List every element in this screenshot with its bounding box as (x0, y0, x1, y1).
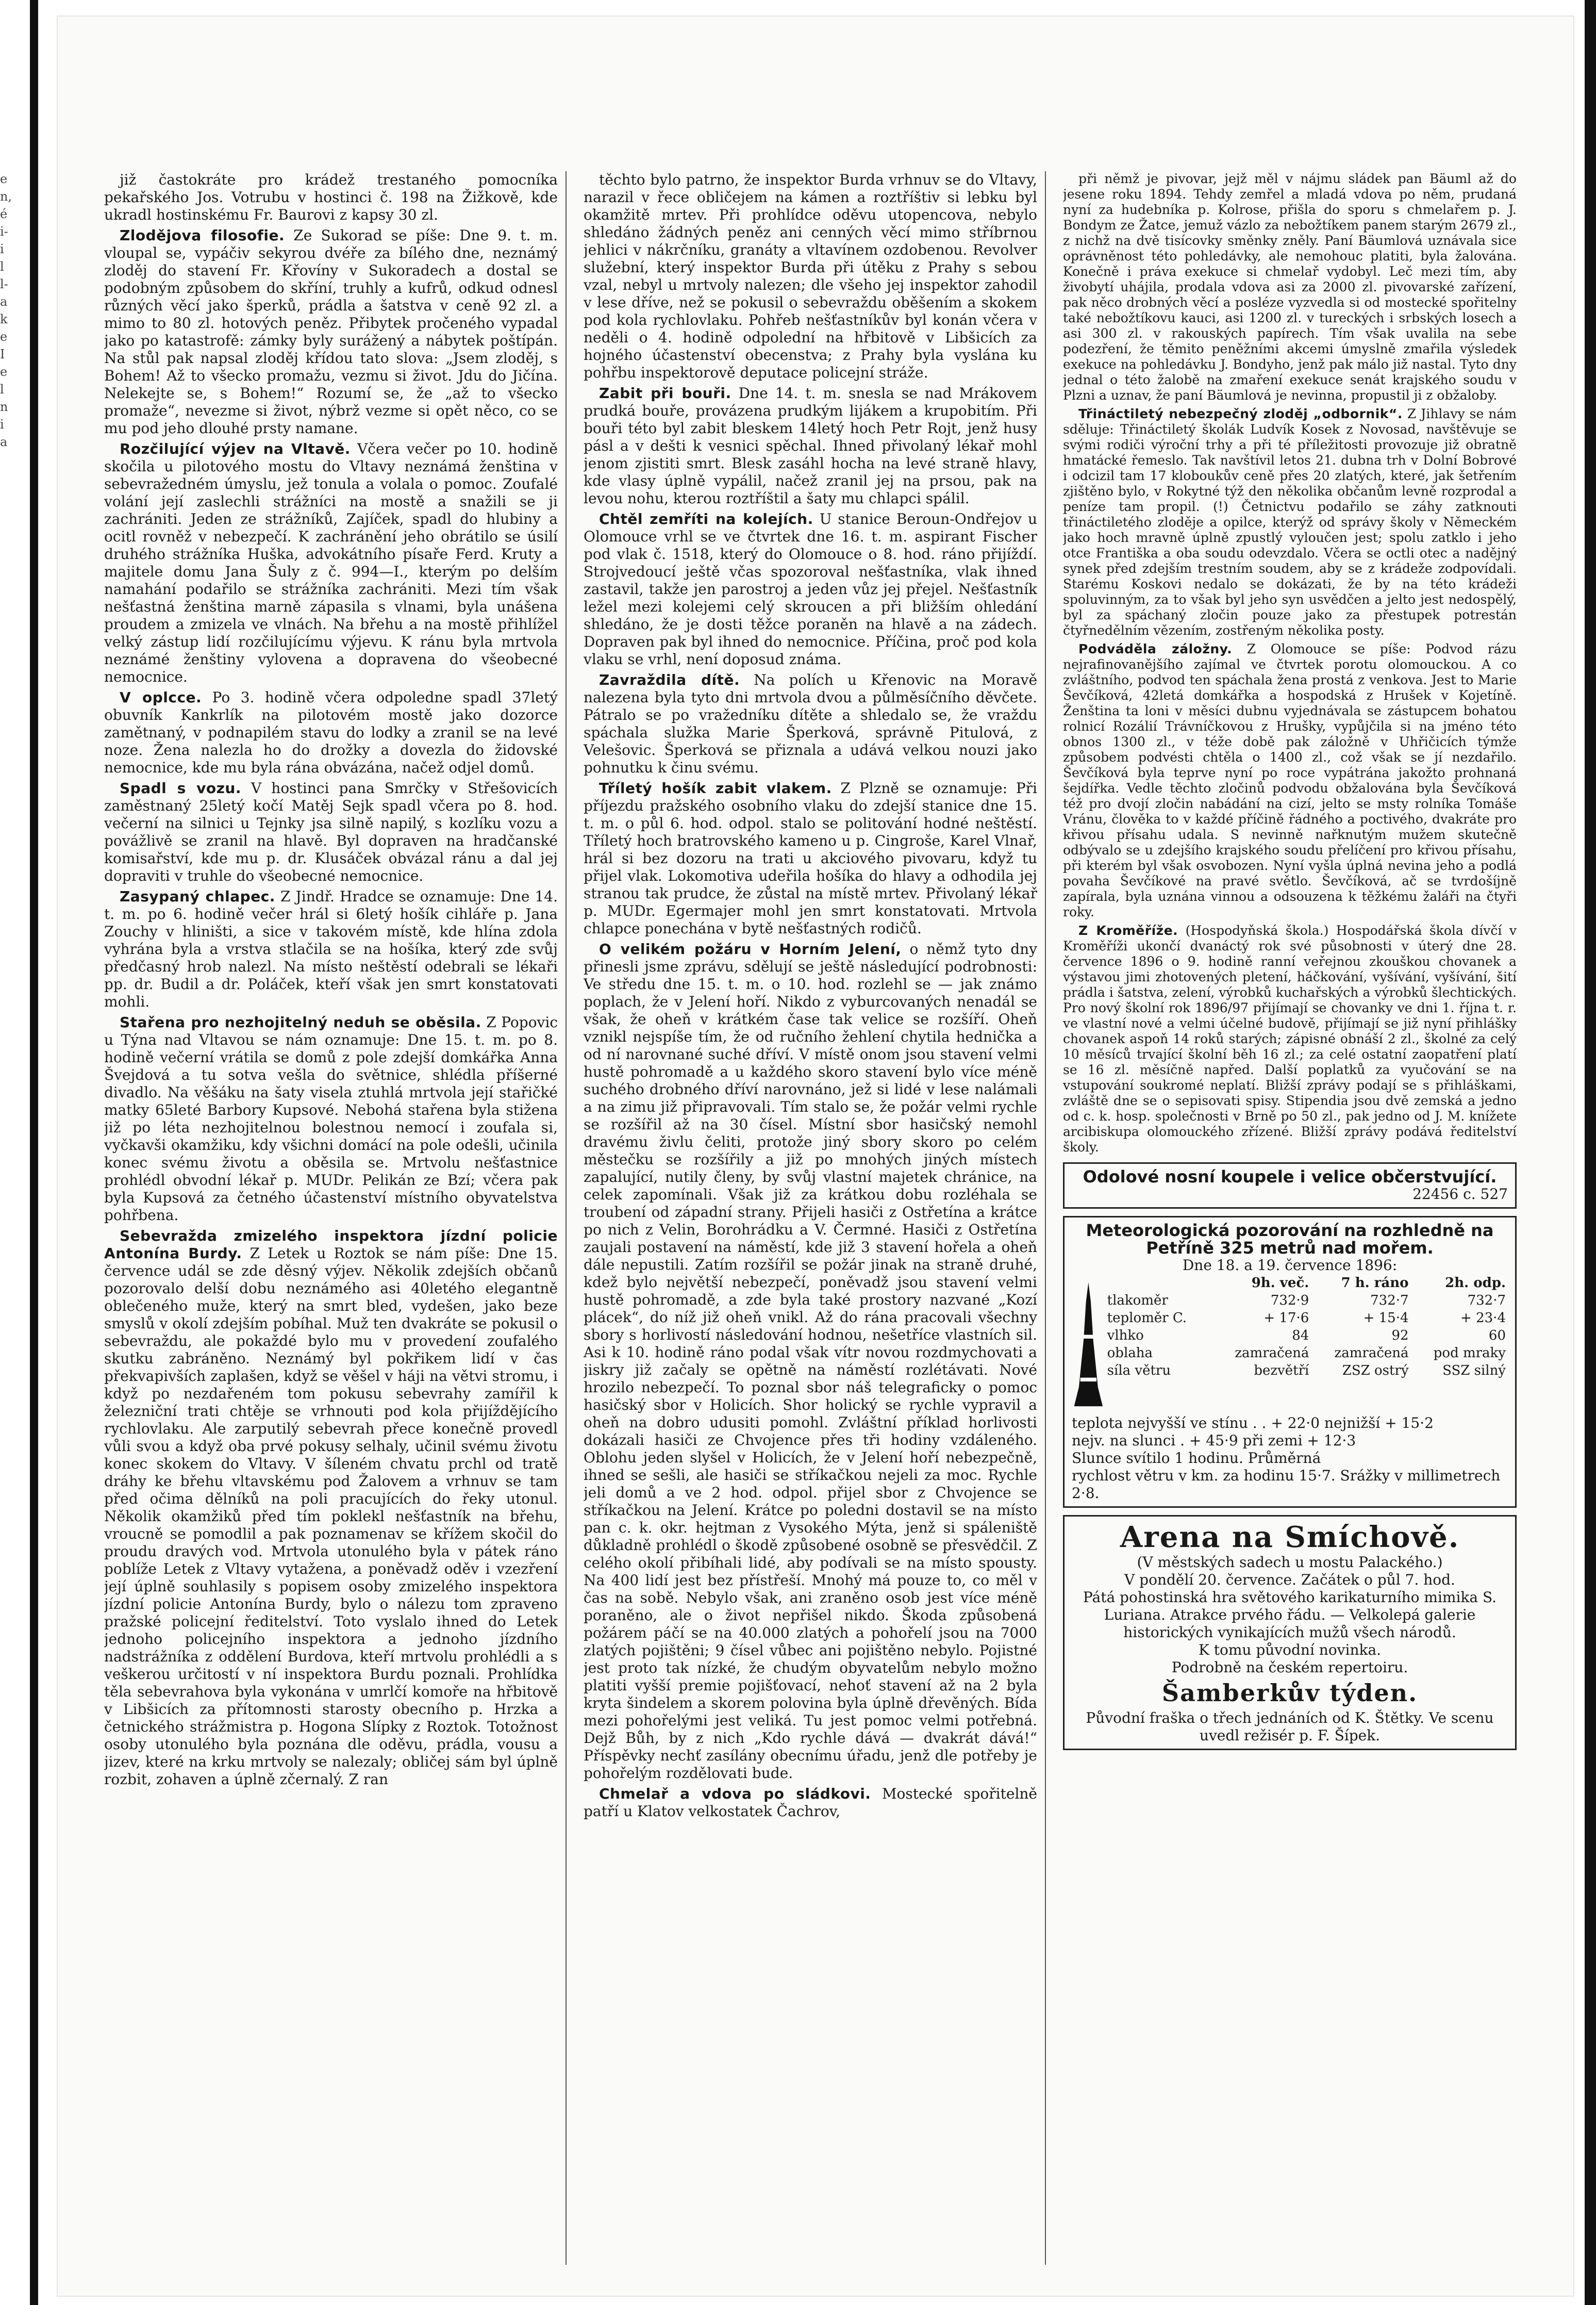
article-body: Z Jihlavy se nám sděluje: Třináctiletý školák Ludvík Kosek z Novosad, navštěvuje se svými rodiči výroční trhy a při té příležitosti provozuje již obratně hmatácké řemeslo. Tak navštívil letos 21. dubna trh v Dolní Bobrové i odcizil tam 17 kloboukův ceně přes 20 zlatých, které, jak šetřením zjištěno bylo, v Rokytné týž den několika občanům levně rozprodal a peníze tam propil. (!) Četnictvu podařilo se záhy zatknouti třináctiletého zloděje a opilce, kterýž od správy školy v Německém jako hoch mravně úplně zpustlý vyloučen jest; spolu zatklo i jeho otce Františka a oba soudu odevzdalo. Včera se octli otec a nadějný synek před zdejším trestním soudem, aby se z krádeže zodpovídali. Starému Koskovi nedalo se dokázati, že by na této krádeži spoluvinným, za to však byl jeho syn usvědčen a jelto jest nedospělý, byl za spáchaný zločin pouze jako za přestupek potrestán čtyřnedělním vězením, zostřeným několika posty. (1063, 406, 1517, 638)
meteorology-cell: 732·7 (1370, 1293, 1409, 1308)
article-body: Z Plzně se oznamuje: Při příjezdu pražského osobního vlaku do zdejší stanice dne 15. t. m. o půl 6. hod. odpol. stalo se politování hodné neštěstí. Tříletý hoch bratrovského kameno u p. Cingroše, Karel Vlnař, hrál si bez dozoru na trati u akciového pivovaru, když tu přijel vlak. Lokomotiva udeřila hošíka do hlavy a odhodila jej stranou tak prudce, že zůstal na místě mrtev. Přivolaný lékař p. MUDr. Egermajer mohl jen smrt konstatovati. Mrtvola chlapce ponechána v bytě nešťastných rodičů. (584, 780, 1037, 937)
article (584, 511, 1037, 668)
article-heading: O velikém požáru v Horním Jelení, (599, 941, 902, 958)
meteorology-cell: SSZ silný (1442, 1363, 1506, 1378)
meteorology-extra-line: teplota nejvyšší ve stínu . . + 22·0 nejnižší + 15·2 (1072, 1414, 1434, 1431)
advert-arena (1063, 1515, 1517, 1750)
article-heading: Spadl s vozu. (120, 780, 242, 797)
meteorology-cell: 84 (1292, 1328, 1309, 1343)
strip-letter: a (0, 294, 8, 309)
arena-line: Pátá pohostinská hra světového karikaturního mimika S. Luriana. Atrakce prvého řádu. — Velkolepá galerie historických vynikajících mužů všech národů. (1083, 1589, 1497, 1641)
meteorology-cell: + 17·6 (1264, 1310, 1309, 1326)
advert-title: Odolové nosní koupele i velice občerstvující. (1083, 1167, 1497, 1187)
article (104, 780, 558, 885)
article (1063, 923, 1517, 1155)
petrin-tower-icon (1072, 1277, 1105, 1411)
article-body: Z Olomouce se píše: Podvod rázu nejrafinovanějšího zajímal ve čtvrtek porotu olomouckou. A co zvláštního, podvod ten spáchala žena prostá z venkova. Jest to Marie Ševčíková, 42letá domkářka a hospodská z Hrušek v Kojetíně. Ženština ta loni v měsíci dubnu vyjednávala se zástupcem bohatou rolnicí Rozálií Trávníčkovou z Hrušky, vypůjčila si na jméno této obnos 1300 zl., v téže době pak záložně v Uhřičicích týmže způsobem podvésti chtěla o 1400 zl., což však se jí nezdařilo. Ševčíková byla teprve nyní po roce vypátrána jakožto prohnaná šejdířka. Vedle těchto zločinů podvodu obžalována byla Ševčíková též pro dvojí zločin nabádání na cizí, jelto se msty rolníka Tomáše Vránu, člověka to v každé příčině řádného a poctivého, dvakráte pro křivou přísahu udala. S nevinně nařknutým mužem skutečně odbývalo se u zdejšího krajského soudu přelíčení pro křivou přísahu, při kterém byl však osvobozen. Nyní vyšla úplná nevina jeho a podlá povaha Ševčíkové na pravé světlo. Ševčíková, ač se tvrdošíjně zapírala, byla uznána vinnou a odsouzena k těžkému žaláři na čtyři roky. (1063, 641, 1517, 919)
meteorology-cell: 92 (1391, 1328, 1409, 1343)
meteorology-cell: bezvětří (1254, 1363, 1309, 1378)
article (1063, 406, 1517, 638)
scan-edge-left (30, 0, 38, 2305)
meteorology-cell: + 15·4 (1363, 1310, 1409, 1326)
column-rule (1045, 171, 1046, 2265)
article (104, 689, 558, 777)
article-heading: Chmelař a vdova po sládkovi. (599, 1785, 871, 1802)
column-1 (104, 171, 558, 2265)
article-continuation: těchto bylo patrno, že inspektor Burda vrhnuv se do Vltavy, narazil v řece obličejem na kámen a roztříštiv si lebku byl okamžitě mrtev. Při prohlídce oděvu utopencova, nebylo shledáno žádných peněz ani cenných věcí mimo stříbrnou jehlici v nákrčníku, granáty a vltavínem ozdobenou. Revolver služební, který inspektor Burda při útěku z Prahy s sebou vzal, nebyl u mrtvoly nalezen; dle všeho jej inspektor zahodil v lese dříve, než se pokusil o sebevraždu oběšením a skokem pod kola rychlovlaku. Pohřeb nešťastníkův byl konán včera v neděli o 4. hodině odpolední na hřbitově v Libšicích za hojného účastenství obecenstva; z Prahy byla vyslána ku pohřbu inspektorově deputace policejní stráže. (584, 171, 1037, 381)
arena-lines (1072, 1571, 1508, 1676)
samberk-line: Původní fraška o třech jednáních od K. Štětky. Ve scenu uvedl režisér p. F. Šípek. (1086, 1709, 1494, 1744)
meteorology-extra-line: Slunce svítilo 1 hodinu. Průměrná (1072, 1450, 1321, 1467)
strip-letter: i (0, 242, 4, 256)
article-heading: Stařena pro nezhojitelný neduh se oběsila. (120, 1014, 481, 1031)
arena-line: K tomu původní novinka. (1198, 1641, 1382, 1658)
article-body: Na polích u Křenovic na Moravě nalezena byla tyto dni mrtvola dvou a půlměsíčního děvčete. Pátralo se po vražedníku dítěte a shledalo se, že vraždu spáchala služka Marie Šperková, správně Pitulová, z Velešovic. Šperková se přiznala a udává velkou nouzi jako pohnutku k činu svému. (584, 671, 1037, 776)
article-heading: Zlodějova filosofie. (120, 227, 285, 244)
strip-letter: n (0, 400, 8, 414)
strip-letter: k (0, 312, 8, 326)
article (584, 941, 1037, 1782)
article-subheading: (Hospodyňská škola.) (1185, 923, 1329, 938)
article (584, 1785, 1037, 1820)
article-body: Hospodářská škola dívčí v Kroměříži ukončí dvanáctý rok své působnosti v úterý dne 28. července 1896 o 9. hodině ranní veřejnou zkouškou chovanek a výstavou jimi zhotovených pletení, háčkování, vyšívání, vyšívání, šití prádla i šatstva, zelení, výrobků kuchařských a výrobků šlechtických. Pro nový školní rok 1896/97 přijímají se chovanky ve dni 1. října t. r. ve vlastní nové a velmi účelné budově, přijímají se již nyní přihlášky chovanek aspoň 14 roků starých; zápisné obnáší 2 zl., školné za celý 10 měsíců trvající školní běh 16 zl.; za celé ostatní zaopatření platí se 16 zl. měsíčně napřed. Další poplatků za vyučování se na vstupování soukromé neplatí. Bližší zprávy podají se s přihláškami, zvláště dne se o sepisovati spisy. Stipendia jsou dvě zemská a jedno od c. k. hosp. společnosti v Brně po 50 zl., pak jedno od J. M. knížete arcibiskupa olomouckého zřízené. Bližší zprávy podává ředitelství školy. (1063, 923, 1517, 1155)
article-heading: Podváděla záložny. (1078, 641, 1233, 656)
meteorology-cell: + 23·4 (1460, 1310, 1506, 1326)
article-heading: Třináctiletý nebezpečný zloděj „odbornik“. (1078, 406, 1403, 421)
article-body: Mostecké spořitelně patří u Klatov velkostatek Čachrov, (584, 1785, 1037, 1820)
article-heading: Z Kroměříže. (1078, 923, 1178, 938)
advert-odol (1063, 1162, 1517, 1209)
article (584, 671, 1037, 777)
meteorology-header-cell: 2h. odp. (1445, 1275, 1506, 1291)
article-continuation: již častokráte pro krádež trestaného pomocníka pekařského Jos. Votrubu v hostinci č. 198 na Žižkově, kde ukradl hostinskému Fr. Baurovi z kapsy 30 zl. (104, 171, 558, 223)
strip-letter: i- (0, 224, 8, 239)
article-heading: Zasypaný chlapec. (120, 888, 275, 905)
meteorology-cell: tlakoměr (1107, 1293, 1168, 1308)
arena-line: V pondělí 20. července. Začátek o půl 7. hod. (1124, 1571, 1455, 1588)
strip-letter: l (0, 259, 4, 274)
article (104, 1227, 558, 1788)
meteorology-header-cell: 9h. več. (1251, 1275, 1309, 1291)
article-heading: Zavraždila dítě. (599, 671, 740, 688)
article-heading: Sebevražda zmizelého inspektora jízdní policie Antonína Burdy. (104, 1227, 558, 1262)
article-body: Včera večer po 10. hodině skočila u pilotového mostu do Vltavy neznámá ženština v sebevražedném úmyslu, jež tonula a volala o pomoc. Zoufalé volání její zaslechli strážníci na mostě a snažili se ji zachrániti. Jeden ze strážníků, Zajíček, spadl do hlubiny a ocitl rovněž v nebezpečí. K zachránění jeho obrátilo se úsilí druhého strážníka Huška, advokátního písaře Ferd. Kruty a majitele domu Jana Šuly z č. 994—I., kterým po delším namahání podařilo se strážníka zachrániti. Mezi tím však nešťastná ženština marně zápasila s vlnami, byla unášena proudem a zmizela ve vlnách. Na břehu a na mostě přihlížel velký zástup lidí rozčilujícímu výjevu. K ránu byla mrtvola neznámé ženštiny vylovena a dopravena do všeobecné nemocnice. (104, 440, 558, 685)
article (104, 227, 558, 437)
arena-subtitle: (V městských sadech u mostu Palackého.) (1137, 1554, 1443, 1571)
article-heading: Rozčilující výjev na Vltavě. (120, 440, 351, 457)
meteorology-cell: vlhko (1107, 1328, 1144, 1343)
meteorology-row (1105, 1362, 1508, 1379)
adjacent-page-strip (0, 170, 27, 451)
article (104, 888, 558, 1011)
strip-letter: l- (0, 277, 8, 291)
article-body: Z Popovic u Týna nad Vltavou se nám oznamuje: Dne 15. t. m. po 8. hodině večerní vrátila se domů z pole zdejší domkářka Anna Švejdová a tu sotva vešla do světnice, shlédla příšerné divadlo. Na věšáku na šaty visela ztuhlá mrtvola její stařičké matky 65leté Barbory Kupsové. Nebohá stařena byla stižena již po léta nezhojitelnou bolestnou nemocí i zoufala si, vyčkavši okamžiku, kdy všichni domácí na pole odešli, učinila konec svému životu a oběsila se. Mrtvolu nešťastnice prohlédl obvodní lékař p. MUDr. Pelikán ze Bzí; včera pak byla Kupsová za četného účastenství místního obyvatelstva pohřbena. (104, 1014, 558, 1224)
meteorology-cell: 732·7 (1467, 1293, 1506, 1308)
meteorology-table (1105, 1274, 1508, 1379)
meteorology-cell: zamračená (1334, 1345, 1409, 1361)
article-body: Po 3. hodině včera odpoledne spadl 37letý obuvník Kankrlík na pilotovém mostě jako dozorce zamětnaný, v podnapilém stavu do lodky a zranil se na levé noze. Žena nalezla ho do drožky a dovezla do židovské nemocnice, kde mu byla rána obvázána, načež odjel domů. (104, 689, 558, 776)
column-3 (1063, 171, 1517, 2265)
meteorology-extra (1072, 1414, 1508, 1502)
article-heading: V oplcce. (120, 689, 202, 706)
article (584, 780, 1037, 937)
article-heading: Tříletý hošík zabit vlakem. (599, 780, 832, 797)
meteorology-cell: teploměr C. (1107, 1310, 1187, 1326)
arena-title: Arena na Smíchově. (1120, 1520, 1460, 1554)
article-body: Dne 14. t. m. snesla se nad Mrákovem prudká bouře, provázena prudkým lijákem a krupobitím. Při bouři této byl zabit bleskem 14letý hoch Petr Rojt, jenž husy pásl a v dešti k vesnici spěchal. Ihned přivolaný lékař mohl jenom zjistiti smrt. Blesk zasáhl hocha na levé straně hlavy, kde vlasy úplně vypálil, načež zranil jej na prsou, pak na levou nohu, kterou roztříštil a šaty mu chlapci spálil. (584, 385, 1037, 507)
meteorology-row (1105, 1292, 1508, 1309)
scan-edge-right (1585, 0, 1596, 2305)
strip-letter: e (0, 330, 8, 344)
article-continuation: při němž je pivovar, jejž měl v nájmu sládek pan Bäuml až do jesene roku 1894. Tehdy zemřel a mladá vdova po něm, prudaná nyní za hudebníka p. Kolrose, přišla do sporu s chmelařem p. J. Bondym ze Žatce, jemuž vázlo za nebožtíkem panem starým 2679 zl., z nichž na dvě tisícovky směnky zněly. Paní Bäumlová uznávala sice oprávněnost této pohledávky, ale nemohouc platiti, byla žalována. Konečně i práva exekuce si chmelař vydobyl. Leč mezi tím, aby živobytí uhájila, prodala vdova asi za 2000 zl. pivovarské zařízení, pak něco drobných věcí a posléze vyzvedla si od mostecké spořitelny také nebožtíkovu kauci, asi 1200 zl. v tureckých i srbských losech a asi 300 zl. v rakouských papírech. Tím však uvalila na sebe podezření, že těmito peněžními akcemi úmyslně zmařila výsledek exekuce na pohledávku J. Bondyho, jenž pak málo již nastal. Tyto dny jednal o této žalobě na zmaření exekuce senát krajského soudu v Plzni a uznav, že paní Bäumlová je nevinna, propustil ji z obžaloby. (1063, 171, 1517, 403)
article-body: Z Jindř. Hradce se oznamuje: Dne 14. t. m. po 6. hodině večer hrál si 6letý hošík cihláře p. Jana Zouchy v hliništi, a sice v takovém místě, kde hlína zdola vyhrána byla a vrstva stlačila se na hošíka, který zde svůj předčasný hrob nalezl. Na místo neštěstí odebrali se lékaři pp. dr. Budil a dr. Poláček, kteří však jen smrt konstatovati mohli. (104, 888, 558, 1010)
meteorology-extra-line: rychlost větru v km. za hodinu 15·7. Srážky v millimetrech 2·8. (1072, 1467, 1501, 1502)
strip-letter: a (0, 435, 8, 449)
article-body: o němž tyto dny přinesli jsme zprávu, sdělují se ještě následující podrobnosti: Ve středu dne 15. t. m. o 10. hod. rozlehl se — jak známo poplach, že v Jelení hoří. Nikdo z vyburcovaných nenadál se však, že oheň v krátkém čase tak velice se rozšíří. Oheň vznikl nejspíše tím, že od ručního žehlení chytila hednička a od ní narovnané suché dříví. V místě onom jsou stavení velmi hustě pohromadě a u každého skoro stavení bylo více méně suchého drobného dříví narovnáno, jež si lidé v lese nalámali a na zimu již připravovali. Tím stalo se, že požár velmi rychle se rozšířil až na 30 čísel. Místní sbor hasičský nemohl dravému živlu čeliti, protože jiný sbory skoro po celém městečku se rozšířily a již po mnohých jiných místech zapalující, nutily členy, by svůj vlastní majetek chránice, na celek zapomínali. Však již za krátkou dobu rozléhala se troubení od západní strany. Přijeli hasiči z Ostřetína a krátce po nich z Velin, Borohrádku a V. Čermné. Hasiči z Ostřetína zaujali postavení na náměstí, kde již 3 stavení hořela a oheň dále nepustili. Zatím rozšířil se požár jinak na straně druhé, kdež bylo největší nebezpečí, poněvadž jsou stavení velmi hustě pohromadě, a zde byla také prostory nazvané „Kozí plácek“, do níž již oheň vnikl. Až do rána pracovali všechny sbory s horlivostí následování hodnou, nešetříce vlastních sil. Asi k 10. hodině ráno podal však vítr novou rozdmychovati a jiskry již začaly se opětně na náměstí rozlétávati. Nové hrozilo nebezpečí. To poznal sbor náš telegraficky o pomoc hasičský sbor v Holicích. Shor holický se rychle vypravil a oheň na dobro udusiti pomohl. Zvláštní příklad horlivosti dokázali hasiči ze Chvojence přes tři hodiny vzdáleného. Oblohu jeden slyšel v Holicích, že v Jelení hoří nebezpečně, ihned se sešli, ale hasiči se stříkačkou nejeli za moc. Rychle jeli domů a ve 2 hod. odpol. přijel sbor z Chvojence se stříkačkou na Jelení. Krátce po poledni dostavil se na místo pan c. k. okr. hejtman z Vysokého Mýta, jenž si spáleniště důkladně prohlédl o škodě způsobené osobně se přesvědčil. Z celého okolí přibíhali lidé, aby podívali se na místo spousty. Na 400 lidí jest bez přístřeší. Mnohý má pouze to, co měl v čas na sobě. Nebylo však, ani zraněno osob jest více méně poraněno, ale o život nepřišel nikdo. Škoda způsobená požárem páčí se na 40.000 zlatých a pohořelí jsou na 7000 zlatých pojištěni; 9 čísel vůbec ani pojištěno nebylo. Pojistné jest proto tak nízké, že chudým obyvatelům nebylo možno platiti vyšší premie pojišťovací, nehoť stavení až na 2 byla kryta šindelem a skorem polovina byla úplně dřevěných. Bída mezi pohořelými jest veliká. Tu jest pomoc velmi potřebná. Dejž Bůh, by z nich „Kdo rychle dává — dvakrát dává!“ Příspěvky nechť zasílány obecnímu úřadu, jenž dle potřeby je pohořelým rozdělovati bude. (584, 941, 1037, 1782)
meteorology-cell: pod mraky (1433, 1345, 1506, 1361)
meteorology-cell: zamračená (1235, 1345, 1309, 1361)
column-rule (566, 171, 567, 2265)
meteorology-header-cell: 7 h. ráno (1341, 1275, 1409, 1291)
newspaper-page (57, 15, 1574, 2297)
meteorology-extra-line: nejv. na slunci . + 45·9 při zemi + 12·3 (1072, 1432, 1356, 1449)
article-body: Z Letek u Roztok se nám píše: Dne 15. července udál se zde děsný výjev. Několik zdejších občanů pozorovalo delší dobu neznámého asi 40letého elegantně oblečeného muže, který na smrt bled, vydešen, jako beze smyslů v okolí zdejším pobíhal. Muž ten dvakráte se pokusil o sebevraždu, ale pokaždé bylo mu v provedení zoufalého skutku zabráněno. Neznámý byl pokřikem lidí v čas překvapivších zaplašen, když se věšel v háji na větvi stromu, i když po nezdařeném tom pokusu sebevrahy zamířil k železniční trati chtěje se vrhnouti pod kola přijíždějícího rychlovlaku. Ale zarputilý sebevrah přece konečně provedl vůli svou a když oba prvé pokusy selhaly, učinil svému životu konec skokem do Vltavy. V šíleném chvatu prchl od tratě dráhy ke břehu vltavskému pod Žalovem a vrhnuv se tam před očima dělníků na poli pracujících do řeky utonul. Několik okamžiků před tím poklekl nešťastník na břehu, vroucně se pomodlil a pak poznamenav se křížem skočil do proudu dravých vod. Mrtvola utonulého byla v pátek ráno poblíže Letek z Vltavy vytažena, a poněvadž oděv i vzezření její úplně souhlasily s popisem osoby zmizelého inspektora jízdní policie Antonína Burdy, bylo o nálezu tom zpraveno pražské policejní ředitelství. Toto vyslalo ihned do Letek jednoho policejního inspektora a jednoho jízdního nadstrážníka z oddělení Burdova, kteří mrtvolu prohlédli a s veškerou určitostí v ní inspektora Burdu poznali. Prohlídka těla sebevrahova byla vykonána v umrlčí komoře na hřbitově v Libšicích za přítomnosti starosty obecního p. Hrzka a četnického strážmistra p. Hogona Slípky z Roztok. Totožnost osoby utonulého byla poznána dle oděvu, prádla, vousu a jizev, které na krku mrtvoly se nalezaly; obličej sám byl úplně rozbit, zohaven a úplně zčernalý. Z ran (104, 1245, 558, 1788)
samberk-title: Šamberkův týden. (1161, 1679, 1418, 1707)
article-body: V hostinci pana Smrčky v Střešovicích zaměstnaný 25letý kočí Matěj Sejk spadl včera po 8. hod. večerní na silnici u Tejnky jsa silně napilý, s kozlíku vozu a povážlivě se zranil na hlavě. Byl dopraven na hradčanské komisařství, kde mu p. dr. Klusáček obvázal ránu a dal jej dopraviti v truhle do všeobecné nemocnice. (104, 780, 558, 884)
article-heading: Chtěl zemříti na kolejích. (599, 511, 813, 528)
meteorology-header-cell (1105, 1274, 1211, 1292)
strip-letter: é (0, 207, 8, 221)
meteorology-row (1105, 1327, 1508, 1344)
article (104, 1014, 558, 1224)
strip-letter: e (0, 365, 8, 379)
meteorology-cell: ZSZ ostrý (1342, 1363, 1409, 1378)
meteorology-cell: 732·9 (1270, 1293, 1309, 1308)
column-2 (584, 171, 1037, 2265)
strip-letter: l (0, 382, 4, 397)
article-heading: Zabit při bouři. (599, 385, 732, 402)
strip-letter: e (0, 172, 8, 186)
meteorology-cell: oblaha (1107, 1345, 1153, 1361)
meteorology-header-row (1105, 1274, 1508, 1292)
advert-code: 22456 c. 527 (1412, 1186, 1508, 1203)
meteorology-title: Meteorologická pozorování na rozhledně na Petříně 325 metrů nad mořem. (1086, 1221, 1494, 1258)
strip-letter: n, (0, 189, 12, 204)
meteorology-date: Dne 18. a 19. července 1896: (1182, 1257, 1398, 1274)
arena-line: Podrobně na českém repertoiru. (1171, 1659, 1408, 1676)
strip-letter: i (0, 417, 4, 432)
article (1063, 641, 1517, 920)
meteorology-row (1105, 1309, 1508, 1327)
meteorology-cell: 60 (1488, 1328, 1506, 1343)
article (104, 440, 558, 686)
meteorology-cell: síla větru (1107, 1363, 1171, 1378)
meteorology-box (1063, 1216, 1517, 1508)
article-body: Ze Sukorad se píše: Dne 9. t. m. vloupal se, vypáčiv sekyrou dvéře za bílého dne, neznámý zloděj do stavení Fr. Křovíny v Sukoradech a dostal se podobným způsobem do skříní, truhly a kufrů, odkud odnesl různých věcí jako šperků, prádla a šatstva v ceně 92 zl. a mimo to 80 zl. hotových peněz. Přibytek pročeného vypadal jako po katastrofě: zámky byly surážený a nábytek poštípán. Na stůl pak napsal zloděj křídou tato slova: „Jsem zloděj, s Bohem! Až to všecko promažu, vezmu si život. Jdu do Jičína. Nelekejte se, s Bohem!“ Rozumí se, že „až to všecko promaže“, nevezme si život, nýbrž vezme si opět něco, co se mu pod jeho dlouhé prsty namane. (104, 227, 558, 437)
article-body: U stanice Beroun-Ondřejov u Olomouce vrhl se ve čtvrtek dne 16. t. m. aspirant Fischer pod vlak č. 1518, který do Olomouce o 8. hod. ráno přijíždí. Strojvedoucí ještě včas spozoroval nešťastníka, vlak ihned zastavil, takže jen parostroj a jeden vůz jej přejel. Nešťastník ležel mezi kolejemi celý skroucen a při bližším ohledání shledáno, že je dosti těžce poraněn na hlavě a na zádech. Dopraven pak byl ihned do nemocnice. Příčina, proč pod kola vlaku se vrhl, není doposud známa. (584, 511, 1037, 668)
strip-letter: I (0, 347, 5, 361)
article (584, 385, 1037, 507)
meteorology-row (1105, 1344, 1508, 1362)
